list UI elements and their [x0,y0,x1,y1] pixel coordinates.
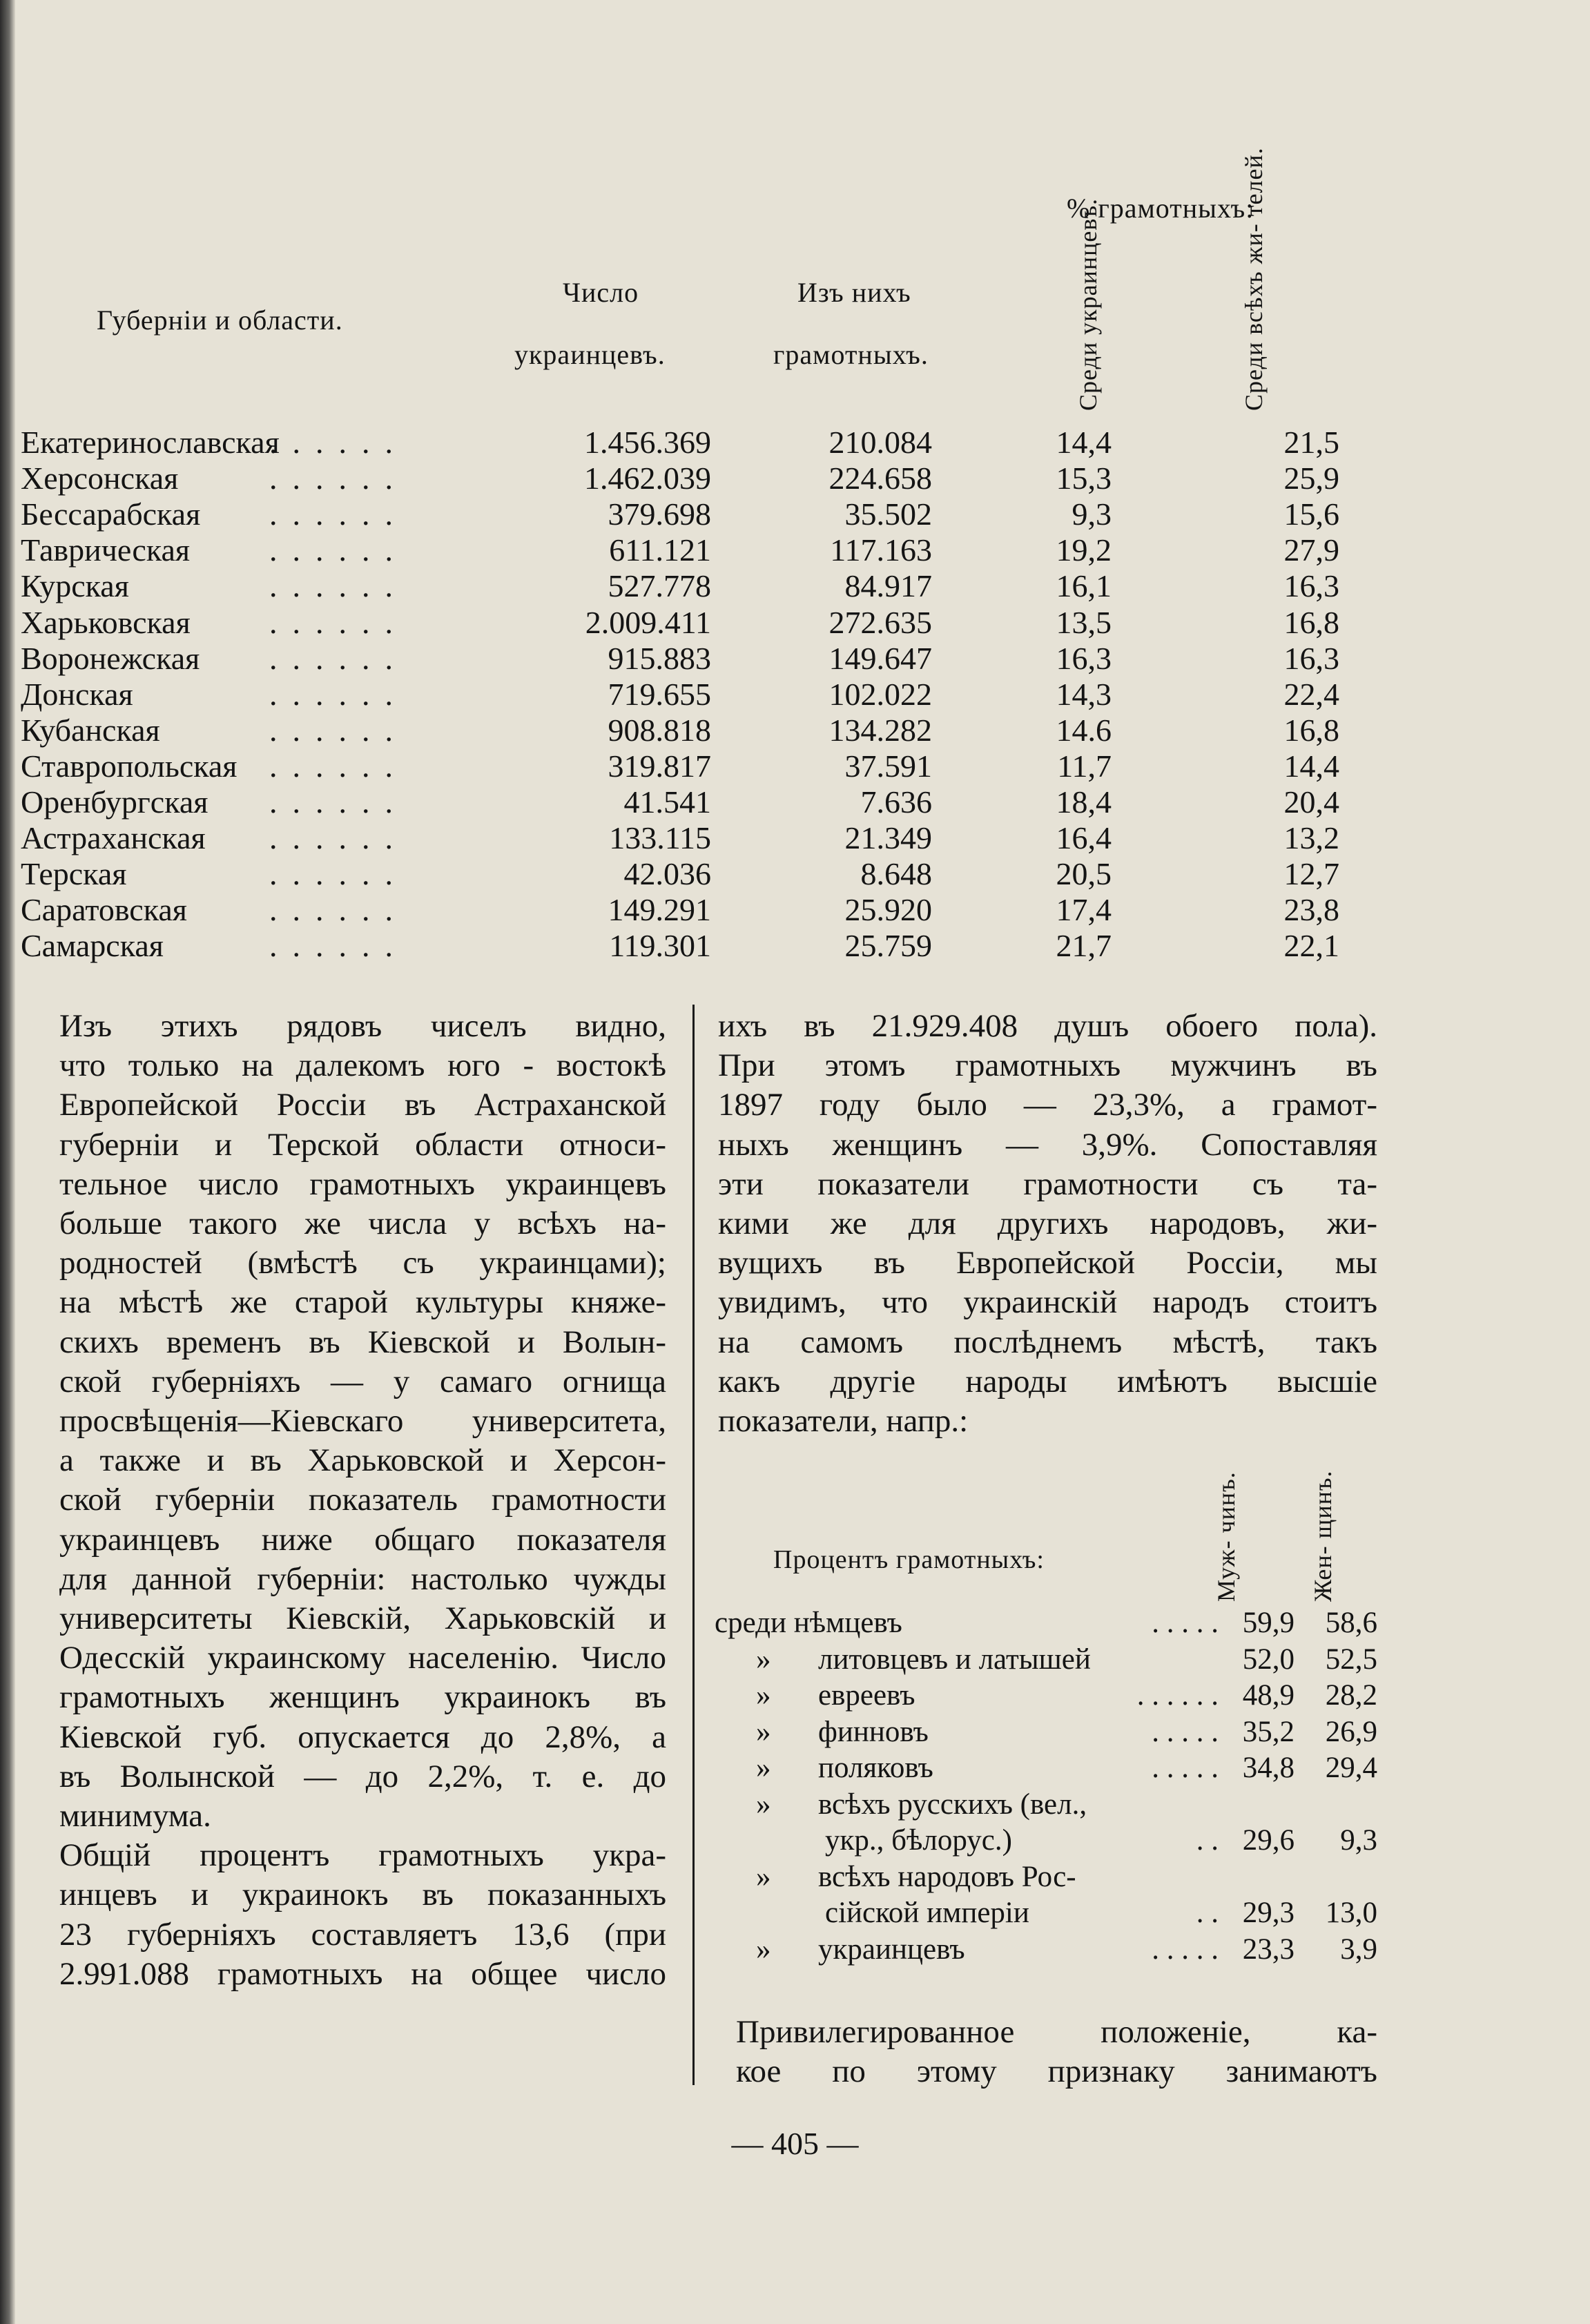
left-paragraph-1 [41,1007,666,1836]
province-name: Херсонская [21,461,179,496]
province-name: Терская [21,856,127,892]
pct-literate-ukrainians: 14,4 [1056,425,1112,460]
pct-literate-ukrainians: 21,7 [1056,928,1112,964]
table-row [21,677,1374,713]
province-name: Донская [21,676,133,712]
text-line: Привилегированное положеніе, ка- [736,2014,1377,2050]
literate-count: 21.349 [844,820,932,856]
province-name: Таврическая [21,532,191,568]
table-row [21,928,1374,964]
pct-literate-all: 23,8 [1283,892,1339,928]
pct-women: 13,0 [1325,1897,1377,1929]
literate-count: 25.759 [844,928,932,964]
ukrainian-count: 915.883 [608,640,711,676]
pct-literate-ukrainians: 16,1 [1056,568,1112,604]
pct-men: 59,9 [1242,1607,1295,1639]
nationality-label: поляковъ [818,1752,933,1784]
leader-dots: . . [1196,1897,1219,1929]
text-line: увидимъ, что украинскій народъ стоитъ [718,1284,1377,1321]
text-line: грамотныхъ женщинъ украинокъ въ [59,1679,666,1716]
text-line: въ Волынской — до 2,2%, т. е. до [59,1758,666,1794]
left-paragraph-2 [41,1836,666,1994]
leader-dots: ...... [269,532,408,568]
text-line: Кіевской губ. опускается до 2,8%, а [59,1718,666,1755]
text-line: скихъ временъ въ Кіевской и Волын- [59,1324,666,1360]
leader-dots: ...... [269,784,408,820]
pct-literate-ukrainians: 17,4 [1056,892,1112,928]
text-line: Одесскій украинскому населенію. Число [59,1640,666,1676]
ukrainian-count: 42.036 [623,856,711,892]
ditto-mark: » [756,1933,771,1966]
ditto-mark: » [756,1860,771,1893]
small-table-row [715,1932,1377,1968]
pct-literate-all: 27,9 [1283,532,1339,568]
small-table-row [715,1678,1377,1714]
pct-literate-ukrainians: 15,3 [1056,461,1112,496]
ukrainian-count: 119.301 [609,928,711,964]
nationality-label: всѣхъ русскихъ (вел., [818,1788,1087,1821]
column-divider [692,1005,695,2085]
text-line: минимума. [59,1798,211,1834]
page-number: — 405 — [731,2126,859,2161]
text-line: а также и въ Харьковской и Херсон- [59,1442,666,1479]
text-line: ихъ въ 21.929.408 душъ обоего пола). [718,1008,1377,1044]
nationality-label: финновъ [818,1715,929,1748]
pct-literate-all: 20,4 [1283,784,1339,820]
pct-literate-all: 12,7 [1283,856,1339,892]
leader-dots: ...... [269,676,408,712]
province-name: Саратовская [21,892,187,928]
leader-dots: ...... [269,892,408,928]
nationality-label: укр., бѣлорус.) [825,1824,1012,1857]
pct-women: 58,6 [1325,1607,1377,1639]
pct-literate-ukrainians: 16,3 [1056,640,1112,676]
pct-literate-ukrainians: 16,4 [1056,820,1112,856]
leader-dots: ...... [269,496,408,532]
pct-literate-all: 15,6 [1283,496,1339,532]
small-table-row [715,1895,1377,1931]
small-col-men: Муж- чинъ. [1212,1471,1240,1602]
text-line: ской губерніи показатель грамотности [59,1482,666,1518]
text-line: губерніи и Терской области относи- [59,1126,666,1163]
province-name: Воронежская [21,640,200,676]
text-line: инцевъ и украинокъ въ показанныхъ [59,1877,666,1913]
province-name: Курская [21,568,129,604]
pct-literate-ukrainians: 11,7 [1057,748,1112,784]
text-line: 23 губерніяхъ составляетъ 13,6 (при [59,1916,666,1953]
pct-literate-ukrainians: 14.6 [1056,712,1112,748]
literate-count: 272.635 [828,604,932,640]
leader-dots: ...... [269,748,408,784]
literate-count: 210.084 [828,425,932,460]
nationality-label: всѣхъ народовъ Рос- [818,1860,1076,1893]
table-row [21,461,1374,496]
nationality-label: среди нѣмцевъ [715,1607,902,1639]
col-header-pct-all: Среди всѣхъ жи- телей. [1240,147,1268,411]
pct-men: 29,6 [1242,1824,1295,1857]
pct-women: 9,3 [1340,1824,1377,1857]
pct-literate-ukrainians: 19,2 [1056,532,1112,568]
text-line: эти показатели грамотности съ та- [718,1165,1377,1202]
province-name: Екатеринославская [21,425,280,460]
pct-literate-all: 14,4 [1283,748,1339,784]
left-column [41,1007,666,1994]
right-paragraph-2 [718,2013,1377,2091]
text-line: Общій процентъ грамотныхъ укра- [59,1837,666,1874]
table-row [21,892,1374,928]
text-line: на мѣстѣ же старой культуры княже- [59,1284,666,1321]
pct-women: 29,4 [1325,1752,1377,1784]
pct-literate-ukrainians: 20,5 [1056,856,1112,892]
ukrainian-count: 1.462.039 [584,461,711,496]
small-table-row [715,1605,1377,1641]
col-header-count-2: украинцевъ. [514,339,666,370]
table-row [21,641,1374,677]
leader-dots: ...... [269,425,408,460]
literate-count: 224.658 [828,461,932,496]
text-line: ской губерніяхъ — у самаго огнища [59,1363,666,1400]
text-line: какъ другіе народы имѣютъ высшіе [718,1363,1377,1400]
nationality-label: литовцевъ и латышей [818,1643,1091,1676]
pct-literate-all: 16,3 [1283,640,1339,676]
ukrainian-count: 149.291 [608,892,711,928]
province-name: Ставропольская [21,748,237,784]
table-row [21,820,1374,856]
leader-dots: ...... [269,568,408,604]
pct-literate-ukrainians: 18,4 [1056,784,1112,820]
small-table-row [715,1642,1377,1678]
literate-count: 35.502 [844,496,932,532]
small-col-women: Жен- щинъ. [1309,1470,1337,1602]
text-line: тельное число грамотныхъ украинцевъ [59,1165,666,1202]
pct-literate-all: 16,8 [1283,712,1339,748]
text-line: 2.991.088 грамотныхъ на общее число [59,1955,666,1992]
leader-dots: ...... [269,604,408,640]
literate-count: 117.163 [830,532,932,568]
text-line: кое по этому признаку занимаютъ [736,2053,1377,2090]
ditto-mark: » [756,1679,771,1712]
table-row [21,605,1374,641]
pct-men: 35,2 [1242,1715,1295,1748]
text-line: Изъ этихъ рядовъ чиселъ видно, [59,1008,666,1044]
literate-count: 25.920 [844,892,932,928]
text-line: что только на далекомъ юго - востокѣ [59,1047,666,1084]
table-row [21,784,1374,820]
pct-men: 23,3 [1242,1933,1295,1966]
pct-women: 52,5 [1325,1643,1377,1676]
literate-count: 84.917 [844,568,932,604]
pct-literate-all: 13,2 [1283,820,1339,856]
pct-literate-all: 21,5 [1283,425,1339,460]
text-line: вущихъ въ Европейской Россіи, мы [718,1245,1377,1281]
small-table-header: Процентъ грамотныхъ: [773,1545,1045,1574]
ditto-mark: » [756,1643,771,1676]
table-row [21,713,1374,748]
literate-count: 8.648 [860,856,932,892]
province-name: Астраханская [21,820,206,856]
pct-literate-ukrainians: 13,5 [1056,604,1112,640]
small-table-row [715,1750,1377,1786]
small-table-row [715,1787,1377,1823]
leader-dots: ...... [269,820,408,856]
pct-men: 52,0 [1242,1643,1295,1676]
table-row [21,856,1374,892]
table-row [21,425,1374,461]
pct-literate-all: 22,1 [1283,928,1339,964]
pct-literate-all: 25,9 [1283,461,1339,496]
nationality-label: сійской имперіи [825,1897,1029,1929]
text-line: для данной губерніи: настолько чужды [59,1560,666,1597]
leader-dots: . . . . . [1152,1607,1219,1639]
ditto-mark: » [756,1715,771,1748]
nationality-label: украинцевъ [818,1933,965,1966]
col-header-count-1: Число [563,277,639,308]
province-name: Харьковская [21,604,191,640]
pct-literate-ukrainians: 14,3 [1056,676,1112,712]
leader-dots: ...... [269,712,408,748]
small-table-row [715,1859,1377,1895]
ukrainian-count: 2.009.411 [585,604,711,640]
province-name: Самарская [21,928,164,964]
pct-women: 3,9 [1340,1933,1377,1966]
leader-dots: . . . . . . [1136,1679,1219,1712]
leader-dots: . . . . . [1152,1933,1219,1966]
literate-count: 102.022 [828,676,932,712]
pct-men: 29,3 [1242,1897,1295,1929]
pct-women: 26,9 [1325,1715,1377,1748]
pct-literate-all: 16,3 [1283,568,1339,604]
ukrainian-count: 379.698 [608,496,711,532]
ukrainian-count: 41.541 [623,784,711,820]
col-header-literate-2: грамотныхъ. [773,339,929,370]
ukrainian-count: 319.817 [608,748,711,784]
pct-women: 28,2 [1325,1679,1377,1712]
literate-count: 134.282 [828,712,932,748]
leader-dots: ...... [269,856,408,892]
right-column [718,1007,1377,1441]
text-line: показатели, напр.: [718,1403,969,1440]
small-table-row [715,1823,1377,1859]
literate-count: 7.636 [860,784,932,820]
table-row [21,532,1374,568]
ukrainian-count: 719.655 [608,676,711,712]
leader-dots: ...... [269,461,408,496]
leader-dots: . . . . . [1152,1715,1219,1748]
ukrainian-count: 611.121 [609,532,711,568]
ukrainian-count: 1.456.369 [584,425,711,460]
ditto-mark: » [756,1788,771,1821]
pct-literate-ukrainians: 9,3 [1072,496,1112,532]
text-line: При этомъ грамотныхъ мужчинъ въ [718,1047,1377,1084]
small-table-row [715,1714,1377,1750]
nationality-label: евреевъ [818,1679,915,1712]
text-line: просвѣщенія—Кіевскаго университета, [59,1403,666,1440]
leader-dots: . . . . . [1152,1752,1219,1784]
province-name: Оренбургская [21,784,209,820]
leader-dots: ...... [269,928,408,964]
literate-count: 149.647 [828,640,932,676]
pct-literate-all: 22,4 [1283,676,1339,712]
leader-dots: ...... [269,640,408,676]
pct-men: 48,9 [1242,1679,1295,1712]
ditto-mark: » [756,1752,771,1784]
text-line: кими же для другихъ народовъ, жи- [718,1205,1377,1242]
text-line: родностей (вмѣстѣ съ украинцами); [59,1245,666,1281]
text-line: ныхъ женщинъ — 3,9%. Сопоставляя [718,1126,1377,1163]
text-line: на самомъ послѣднемъ мѣстѣ, такъ [718,1324,1377,1360]
right-column-bottom [718,2013,1377,2091]
literate-count: 37.591 [844,748,932,784]
text-line: украинцевъ ниже общаго показателя [59,1521,666,1558]
province-name: Кубанская [21,712,160,748]
col-header-pct-ukrainians: Среди украинцевъ. [1074,197,1102,411]
table-row [21,496,1374,532]
text-line: больше такого же числа у всѣхъ на- [59,1205,666,1242]
col-header-literate-1: Изъ нихъ [797,277,911,308]
text-line: Европейской Россіи въ Астраханской [59,1087,666,1123]
table-row [21,748,1374,784]
text-line: 1897 году было — 23,3%, а грамот- [718,1087,1377,1123]
page-binding-edge [0,0,15,2324]
col-header-region: Губерніи и области. [97,304,343,336]
leader-dots: . . [1196,1824,1219,1857]
ukrainian-count: 908.818 [608,712,711,748]
province-name: Бессарабская [21,496,201,532]
right-paragraph-1 [718,1007,1377,1441]
text-line: университеты Кіевскій, Харьковскій и [59,1600,666,1637]
pct-literate-header: % грамотныхъ: [1067,193,1254,224]
pct-literate-all: 16,8 [1283,604,1339,640]
pct-men: 34,8 [1242,1752,1295,1784]
ukrainian-count: 527.778 [608,568,711,604]
ukrainian-count: 133.115 [609,820,711,856]
table-row [21,568,1374,604]
